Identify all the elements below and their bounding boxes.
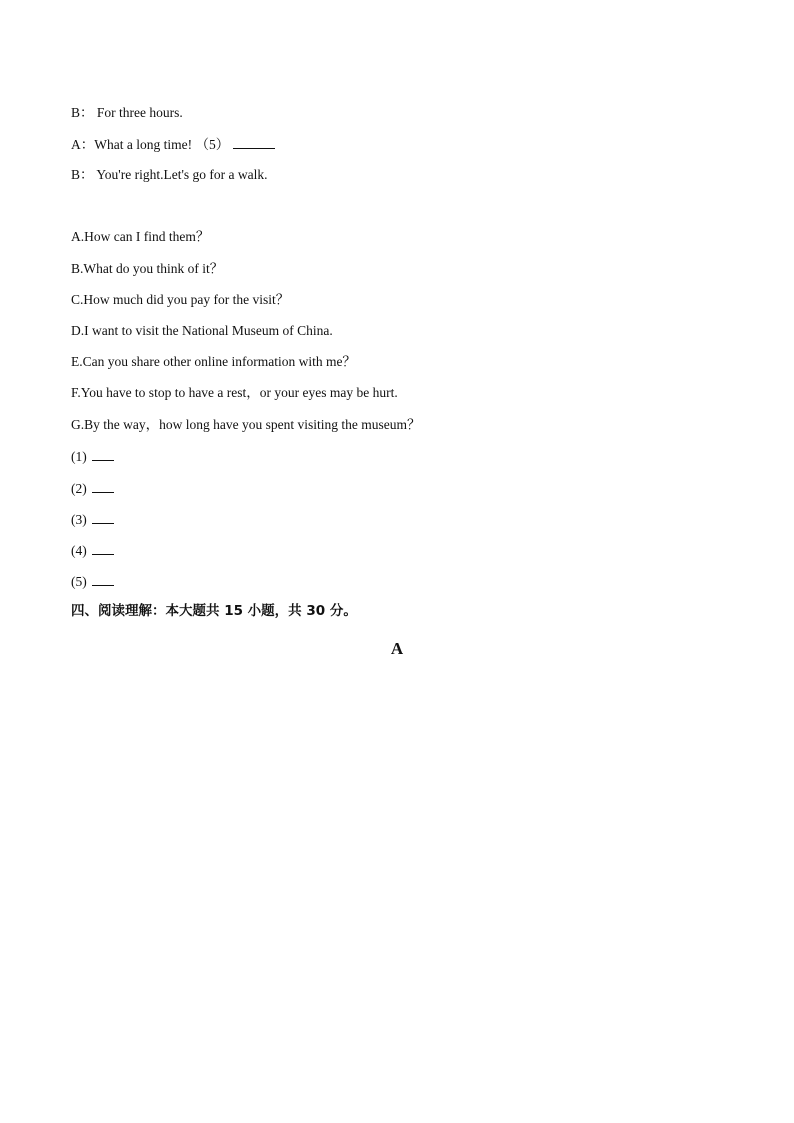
answer-line-1 xyxy=(71,448,114,465)
answer-number: (2) xyxy=(71,481,87,496)
answer-number: (4) xyxy=(71,543,87,558)
option-f: F.You have to stop to have a rest，or your eyes may be hurt. xyxy=(71,385,398,400)
dialogue-line-2 xyxy=(71,136,275,153)
section-heading: 四、阅读理解：本大题共 15 小题，共 30 分。 xyxy=(71,603,357,619)
answer-line-2 xyxy=(71,480,114,497)
speaker-label: A： xyxy=(71,137,95,152)
dialogue-line-1 xyxy=(71,105,183,121)
answer-blank-5b[interactable] xyxy=(92,573,114,586)
speaker-label: B： xyxy=(71,105,94,120)
answer-line-4 xyxy=(71,542,114,559)
answer-line-5 xyxy=(71,573,114,590)
dialogue-text: You're right.Let's go for a walk. xyxy=(96,167,268,182)
answer-number: (3) xyxy=(71,512,87,527)
answer-number: (5) xyxy=(71,574,87,589)
passage-title: A xyxy=(390,639,404,658)
option-b: B.What do you think of it？ xyxy=(71,261,224,276)
option-c: C.How much did you pay for the visit？ xyxy=(71,292,290,307)
dialogue-text: What a long time! （5） xyxy=(94,137,230,152)
answer-blank-5[interactable] xyxy=(233,136,275,149)
answer-number: (1) xyxy=(71,449,87,464)
answer-blank-4[interactable] xyxy=(92,542,114,555)
option-g: G.By the way，how long have you spent visiting the museum？ xyxy=(71,417,421,432)
dialogue-text: For three hours. xyxy=(96,105,183,120)
speaker-label: B： xyxy=(71,167,94,182)
answer-blank-2[interactable] xyxy=(92,480,114,493)
option-a: A.How can I find them？ xyxy=(71,229,210,244)
answer-blank-1[interactable] xyxy=(92,448,114,461)
dialogue-line-3 xyxy=(71,167,267,183)
option-d: D.I want to visit the National Museum of China. xyxy=(71,323,333,338)
option-e: E.Can you share other online information with me？ xyxy=(71,354,356,369)
answer-line-3 xyxy=(71,511,114,528)
answer-blank-3[interactable] xyxy=(92,511,114,524)
